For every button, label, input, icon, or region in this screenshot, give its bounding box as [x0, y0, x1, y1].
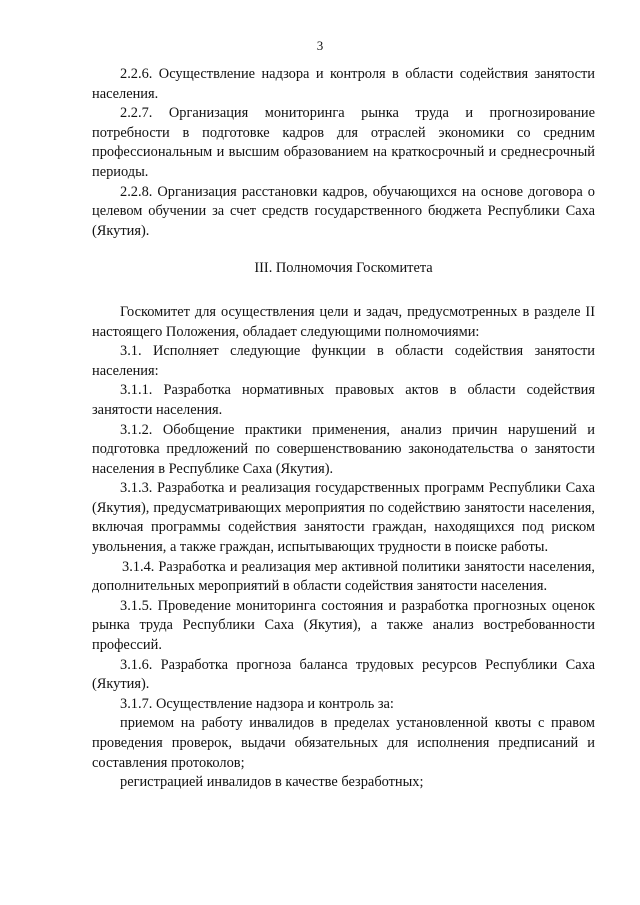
- paragraph-3-1-4: 3.1.4. Разработка и реализация мер активной политики занятости населения, дополнительных мероприятий в области содействия занятости населения.: [92, 558, 595, 595]
- paragraph-2-2-7: 2.2.7. Организация мониторинга рынка труда и прогнозирование потребности в подготовке кадров для отраслей экономики со средним профессиональным и высшим образованием на краткосрочный и среднесрочный периоды.: [92, 105, 595, 180]
- paragraph-3-1-6: 3.1.6. Разработка прогноза баланса трудовых ресурсов Республики Саха (Якутия).: [92, 656, 595, 693]
- document-body: [92, 65, 595, 793]
- paragraph-3-1-3: 3.1.3. Разработка и реализация государственных программ Республики Саха (Якутия), предусматривающих мероприятия по содействию занятости населения, включая программы содействия занятости граждан, находящихся под риском увольнения, а также граждан, испытывающих трудности в поиске работы.: [92, 480, 595, 556]
- paragraph-3-1-7: 3.1.7. Осуществление надзора и контроль за:: [120, 695, 394, 712]
- paragraph-3-1: 3.1. Исполняет следующие функции в области содействия занятости населения:: [92, 343, 595, 379]
- paragraph-registration-control: регистрацией инвалидов в качестве безработных;: [120, 774, 424, 791]
- paragraph-3-1-2: 3.1.2. Обобщение практики применения, анализ причин нарушений и подготовка предложений по совершенствованию законодательства о занятости населения в Республике Саха (Якутия).: [92, 421, 595, 477]
- paragraph-2-2-6: 2.2.6. Осуществление надзора и контроля в области содействия занятости населения.: [92, 66, 595, 102]
- paragraph-intro: Госкомитет для осуществления цели и задач, предусмотренных в разделе II настоящего Положения, обладает следующими полномочиями:: [92, 303, 595, 340]
- paragraph-quota-control: приемом на работу инвалидов в пределах установленной квоты с правом проведения проверок, выдачи обязательных для исполнения предписаний и составления протоколов;: [92, 715, 595, 771]
- section-heading: III. Полномочия Госкомитета: [254, 260, 433, 277]
- paragraph-3-1-5: 3.1.5. Проведение мониторинга состояния и разработка прогнозных оценок рынка труда Республики Саха (Якутия), а также анализ востребованности профессий.: [92, 597, 595, 654]
- paragraph-2-2-8: 2.2.8. Организация расстановки кадров, обучающихся на основе договора о целевом обучении за счет средств государственного бюджета Республики Саха (Якутия).: [92, 183, 595, 239]
- paragraph-3-1-1: 3.1.1. Разработка нормативных правовых актов в области содействия занятости населения.: [92, 382, 595, 418]
- page-number: 3: [316, 38, 324, 53]
